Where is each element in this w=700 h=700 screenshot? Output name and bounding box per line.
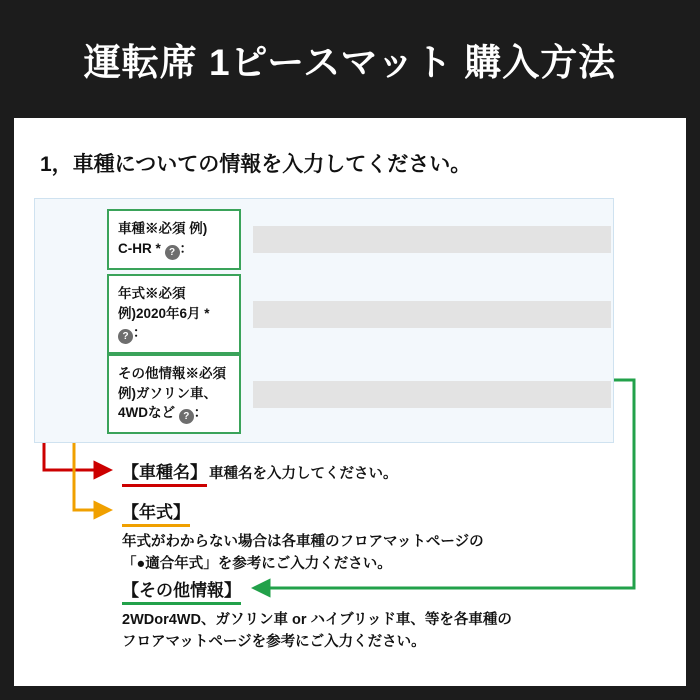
content-card: [14, 118, 686, 686]
page-title: 運転席 1ピースマット 購入方法: [83, 42, 617, 83]
legend-title: 【年式】: [122, 498, 190, 527]
help-icon[interactable]: ?: [179, 409, 194, 424]
other-info-input[interactable]: [253, 381, 611, 408]
field-colon: ：: [193, 405, 208, 421]
step-number: 1，: [40, 153, 73, 176]
help-icon[interactable]: ?: [165, 245, 180, 260]
legend-body: [122, 531, 484, 576]
legend-title: 【車種名】: [122, 458, 207, 487]
form-panel: [34, 198, 614, 443]
step-title-text: 車種についての情報を入力してください。: [72, 153, 472, 176]
legend-title: 【その他情報】: [122, 576, 241, 605]
form-row: [107, 209, 611, 270]
legend-body: [122, 609, 512, 654]
legend-body-line1: 2WDor4WD、ガソリン車 or ハイブリッド車、等を各車種の: [122, 612, 512, 628]
header-banner: [0, 0, 700, 118]
legend-body-line2: 「●適合年式」を参考にご入力ください。: [122, 556, 392, 573]
field-label-year: [107, 274, 241, 354]
field-label-line2: 例)2020年6月 *: [118, 305, 210, 321]
field-label-line3: 4WDなど: [118, 405, 175, 421]
field-label-line1: その他情報※必須: [118, 366, 226, 381]
year-input[interactable]: [253, 301, 611, 328]
field-label-line2: 例)ガソリン車、: [118, 385, 217, 401]
legend-model: [122, 458, 398, 487]
field-label-line2: C-HR *: [118, 240, 161, 256]
field-label-other: [107, 354, 241, 434]
model-input[interactable]: [253, 226, 611, 253]
legend-year: [122, 498, 484, 576]
field-label-model: [107, 209, 241, 270]
step-heading: [40, 148, 471, 178]
legend-body-line1: 年式がわからない場合は各車種のフロアマットページの: [122, 534, 484, 550]
form-row: [107, 274, 611, 354]
field-colon: ：: [179, 240, 194, 256]
help-icon[interactable]: ?: [118, 329, 133, 344]
field-colon: ：: [133, 325, 147, 341]
legend-other-info: [122, 576, 512, 654]
legend-body-line2: フロアマットページを参考にご入力ください。: [122, 634, 426, 651]
form-row: [107, 354, 611, 434]
legend-inline-text: 車種名を入力してください。: [209, 466, 398, 482]
field-label-line1: 車種※必須 例): [118, 221, 208, 236]
field-label-line1: 年式※必須: [118, 286, 186, 301]
